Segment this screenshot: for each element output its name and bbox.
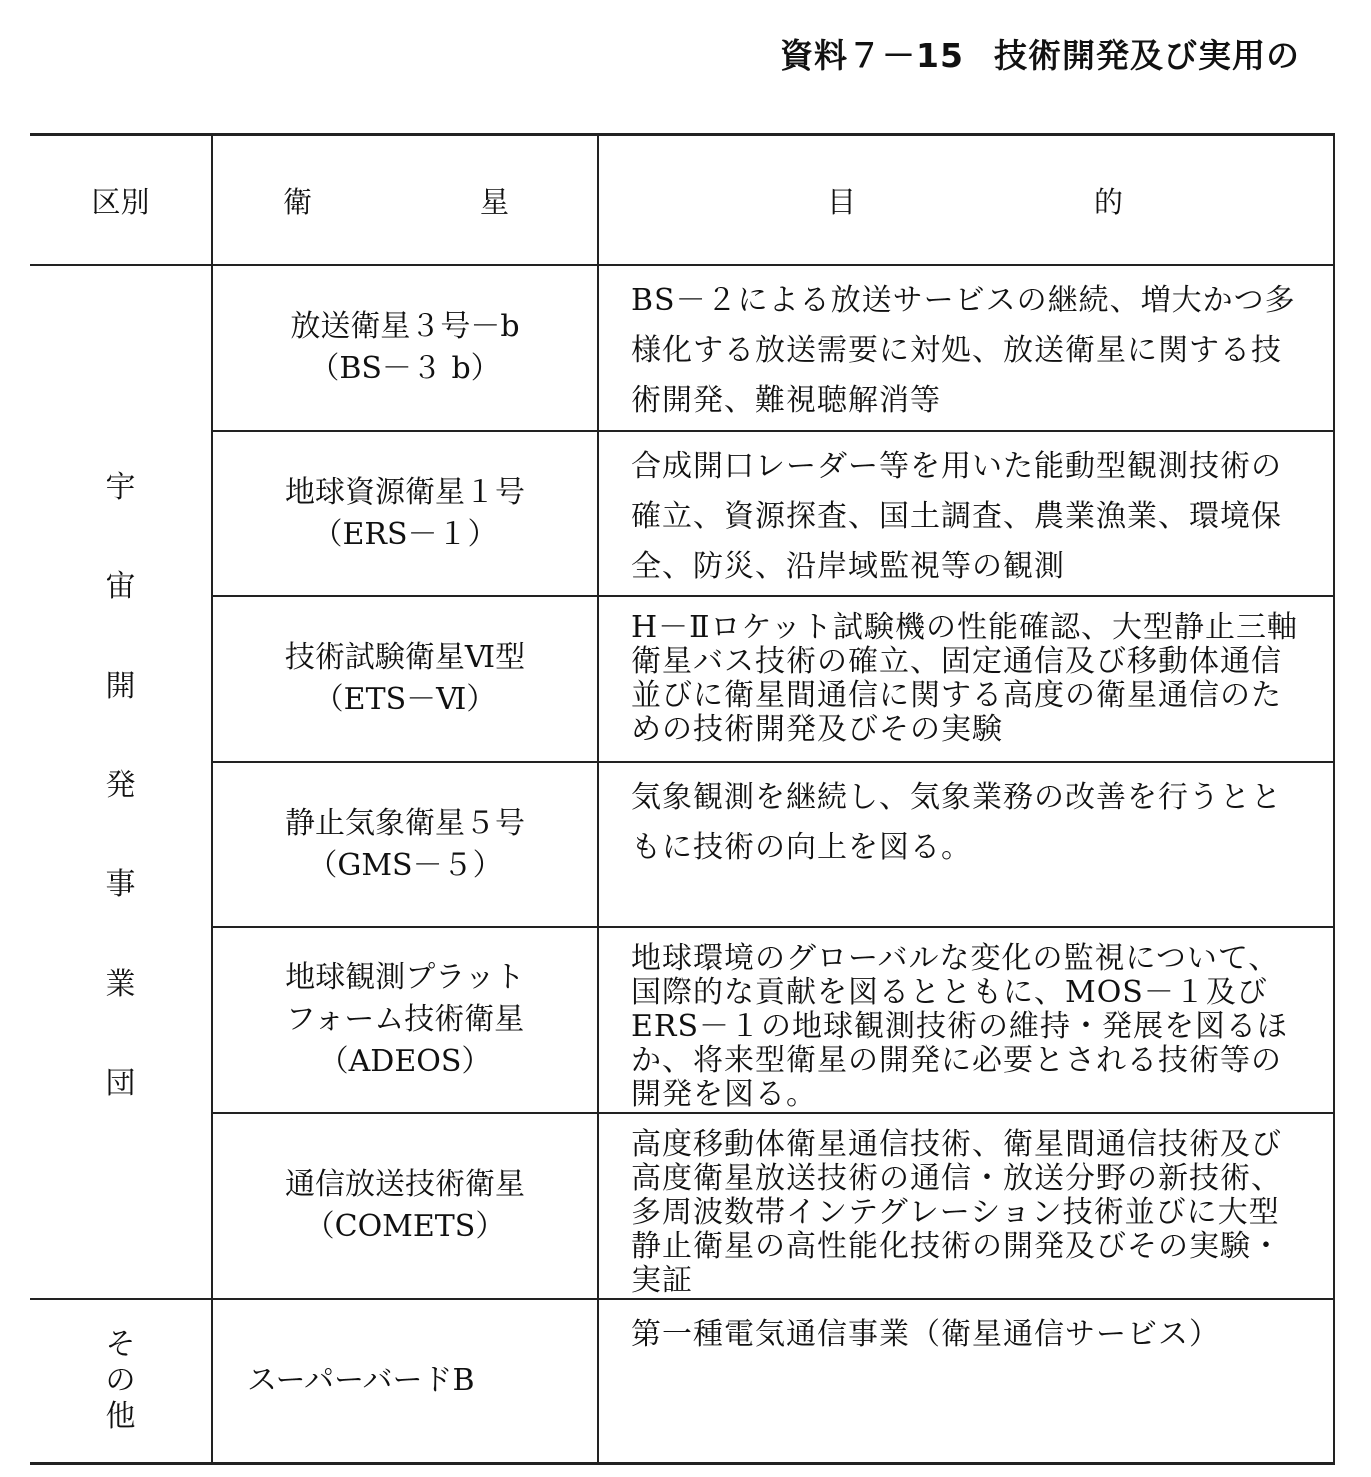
category-char: 開 — [105, 668, 136, 704]
purpose-cell: 高度移動体衛星通信技術、衛星間通信技術及び高度衛星放送技術の通信・放送分野の新技術、多周波数帯インテグレーション技術並びに大型静止衛星の高性能化技術の開発及びその実験・実証 — [598, 1113, 1334, 1299]
doc-number: 資料７－15 — [780, 36, 964, 75]
purpose-cell: 地球環境のグローバルな変化の監視について、国際的な貢献を図るとともに、MOS－１及びERS－１の地球観測技術の維持・発展を図るほか、将来型衛星の開発に必要とされる技術等の開発を図る。 — [598, 927, 1334, 1113]
table-row — [30, 431, 1334, 596]
header-purpose — [598, 135, 1334, 266]
category-cell — [30, 1299, 212, 1463]
category-char: 事 — [105, 867, 136, 903]
category-char: 業 — [105, 966, 136, 1002]
category-char: 発 — [105, 767, 136, 803]
satellite-cell — [212, 1299, 598, 1463]
satellite-abbreviation: （GMS－５） — [307, 847, 503, 883]
satellite-abbreviation: （ETS－Ⅵ） — [313, 682, 497, 717]
satellite-abbreviation: （ERS－１） — [312, 516, 498, 552]
purpose-cell: 第一種電気通信事業（衛星通信サービス） — [598, 1299, 1334, 1463]
satellite-name: フォーム技術衛星 — [285, 1002, 525, 1037]
header-purpose-char-2: 的 — [1093, 184, 1123, 219]
category-char: 他 — [105, 1398, 136, 1434]
table-row — [30, 265, 1334, 431]
header-satellite-char-1: 衛 — [283, 184, 313, 219]
header-satellite — [212, 135, 598, 266]
page-title — [780, 30, 1300, 77]
table-row — [30, 1113, 1334, 1299]
purpose-cell: 合成開口レーダー等を用いた能動型観測技術の確立、資源探査、国土調査、農業漁業、環境保全、防災、沿岸域監視等の観測 — [598, 431, 1334, 596]
satellite-name: スーパーバードB — [247, 1362, 475, 1398]
category-cell — [30, 265, 212, 1299]
table-row — [30, 927, 1334, 1113]
table-row — [30, 1299, 1334, 1463]
satellite-cell — [212, 596, 598, 762]
header-purpose-char-1: 目 — [827, 184, 857, 219]
purpose-cell: 気象観測を継続し、気象業務の改善を行うとともに技術の向上を図る。 — [598, 762, 1334, 927]
satellite-table — [30, 133, 1335, 1465]
satellite-cell — [212, 265, 598, 431]
satellite-cell — [212, 1113, 598, 1299]
satellite-cell — [212, 431, 598, 596]
satellite-name: 地球観測プラット — [285, 960, 525, 995]
satellite-name: 静止気象衛星５号 — [285, 805, 525, 841]
purpose-cell: BS－２による放送サービスの継続、増大かつ多様化する放送需要に対処、放送衛星に関する技術開発、難視聴解消等 — [598, 265, 1334, 431]
title-text: 技術開発及び実用の — [993, 36, 1300, 75]
satellite-name: 通信放送技術衛星 — [285, 1167, 525, 1202]
header-satellite-char-2: 星 — [479, 184, 509, 219]
satellite-cell — [212, 927, 598, 1113]
satellite-name: 放送衛星３号－b — [290, 309, 520, 344]
satellite-abbreviation: （BS－３ b） — [309, 351, 501, 386]
table-row — [30, 596, 1334, 762]
header-row — [30, 135, 1334, 266]
satellite-cell — [212, 762, 598, 927]
satellite-name: 地球資源衛星１号 — [285, 474, 525, 510]
satellite-abbreviation: （COMETS） — [304, 1209, 506, 1244]
satellite-name: 技術試験衛星Ⅵ型 — [284, 640, 526, 675]
header-category: 区別 — [30, 135, 212, 266]
purpose-cell: H－Ⅱロケット試験機の性能確認、大型静止三軸衛星バス技術の確立、固定通信及び移動体通信並びに衛星間通信に関する高度の衛星通信のための技術開発及びその実験 — [598, 596, 1334, 762]
category-char: 団 — [105, 1065, 136, 1101]
category-char: 宙 — [105, 569, 136, 605]
satellite-abbreviation: （ADEOS） — [318, 1044, 492, 1079]
table-row — [30, 762, 1334, 927]
category-char: 宇 — [105, 470, 136, 505]
category-char: の — [105, 1362, 136, 1398]
category-char: そ — [105, 1326, 136, 1362]
